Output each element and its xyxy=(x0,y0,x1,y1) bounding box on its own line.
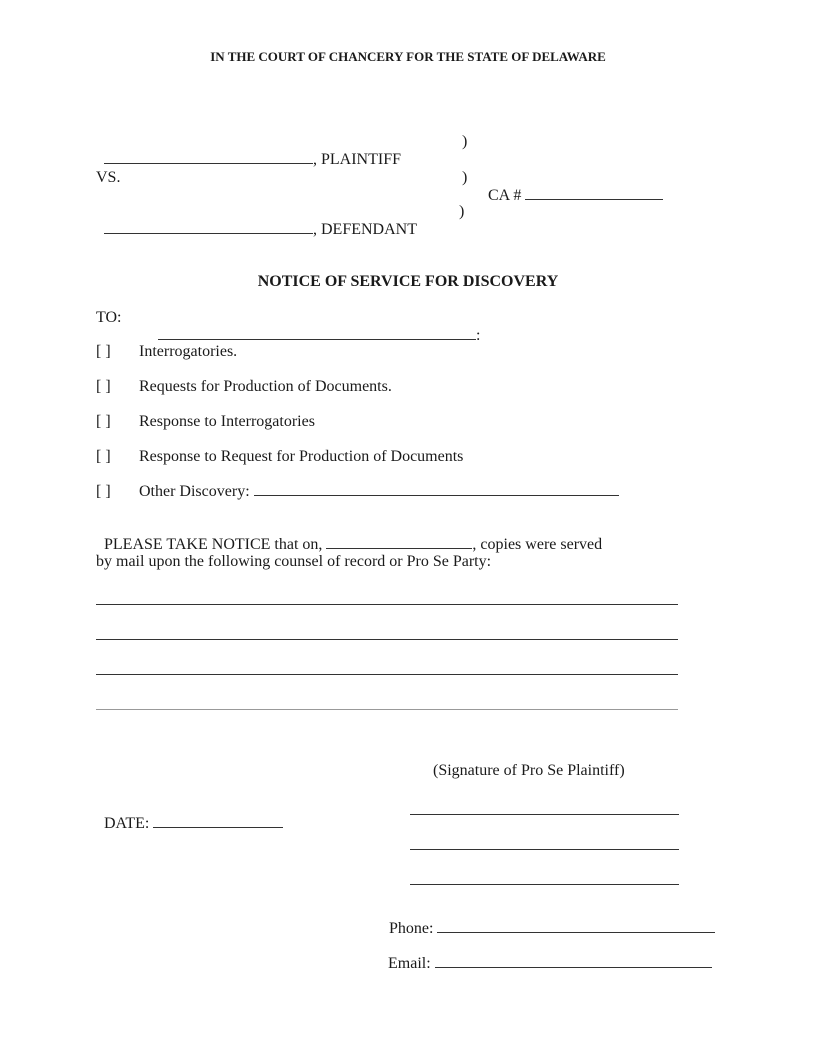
phone-line xyxy=(381,902,715,938)
checklist-item-response-interrogatories: Response to Interrogatories xyxy=(139,413,315,430)
notice-line-1 xyxy=(96,518,602,554)
defendant-line xyxy=(96,203,417,239)
checklist-item-requests-production: Requests for Production of Documents. xyxy=(139,378,392,395)
counsel-line-3[interactable] xyxy=(96,674,678,675)
notice-suffix: , copies were served xyxy=(472,536,603,553)
caption-paren-3: ) xyxy=(459,203,465,220)
notice-line-2: by mail upon the following counsel of record or Pro Se Party: xyxy=(96,553,492,570)
signature-line[interactable] xyxy=(410,814,679,815)
plaintiff-label: , PLAINTIFF xyxy=(313,151,402,168)
counsel-line-4[interactable] xyxy=(96,709,678,710)
to-line xyxy=(150,309,480,345)
checkbox-interrogatories[interactable]: [ ] xyxy=(96,343,111,360)
email-label: Email: xyxy=(388,955,431,972)
checklist-item-response-production: Response to Request for Production of Documents xyxy=(139,448,464,465)
checkbox-requests-production[interactable]: [ ] xyxy=(96,378,111,395)
counsel-line-2[interactable] xyxy=(96,639,678,640)
to-label: TO: xyxy=(96,309,122,326)
to-recipient-blank[interactable] xyxy=(158,327,476,340)
caption-paren-2: ) xyxy=(462,169,468,186)
phone-label: Phone: xyxy=(389,920,434,937)
date-label: DATE: xyxy=(104,815,150,832)
other-discovery-label: Other Discovery: xyxy=(139,483,250,500)
case-number-line xyxy=(480,169,663,205)
checkbox-response-production[interactable]: [ ] xyxy=(96,448,111,465)
checkbox-other-discovery[interactable]: [ ] xyxy=(96,483,111,500)
defendant-label: , DEFENDANT xyxy=(313,221,417,238)
plaintiff-line xyxy=(96,133,401,169)
date-line xyxy=(96,797,283,833)
checklist-item-other-discovery xyxy=(139,483,619,501)
address-line-1[interactable] xyxy=(410,849,679,850)
vs-label: VS. xyxy=(96,169,121,186)
email-blank[interactable] xyxy=(435,955,712,968)
email-line xyxy=(380,937,712,973)
document-title: NOTICE OF SERVICE FOR DISCOVERY xyxy=(257,273,559,290)
court-heading: IN THE COURT OF CHANCERY FOR THE STATE OF DELAWARE xyxy=(210,49,606,64)
checklist-item-interrogatories: Interrogatories. xyxy=(139,343,238,360)
other-discovery-blank[interactable] xyxy=(254,483,619,496)
checkbox-response-interrogatories[interactable]: [ ] xyxy=(96,413,111,430)
to-suffix: : xyxy=(476,327,481,344)
date-blank[interactable] xyxy=(153,815,283,828)
service-date-blank[interactable] xyxy=(326,536,472,549)
phone-blank[interactable] xyxy=(437,920,715,933)
counsel-line-1[interactable] xyxy=(96,604,678,605)
notice-prefix: PLEASE TAKE NOTICE that on, xyxy=(104,536,323,553)
plaintiff-name-blank[interactable] xyxy=(104,151,313,164)
case-number-label: CA # xyxy=(488,187,522,204)
defendant-name-blank[interactable] xyxy=(104,221,313,234)
caption-paren-1: ) xyxy=(462,133,468,150)
signature-caption: (Signature of Pro Se Plaintiff) xyxy=(433,762,625,779)
case-number-blank[interactable] xyxy=(525,187,663,200)
address-line-2[interactable] xyxy=(410,884,679,885)
